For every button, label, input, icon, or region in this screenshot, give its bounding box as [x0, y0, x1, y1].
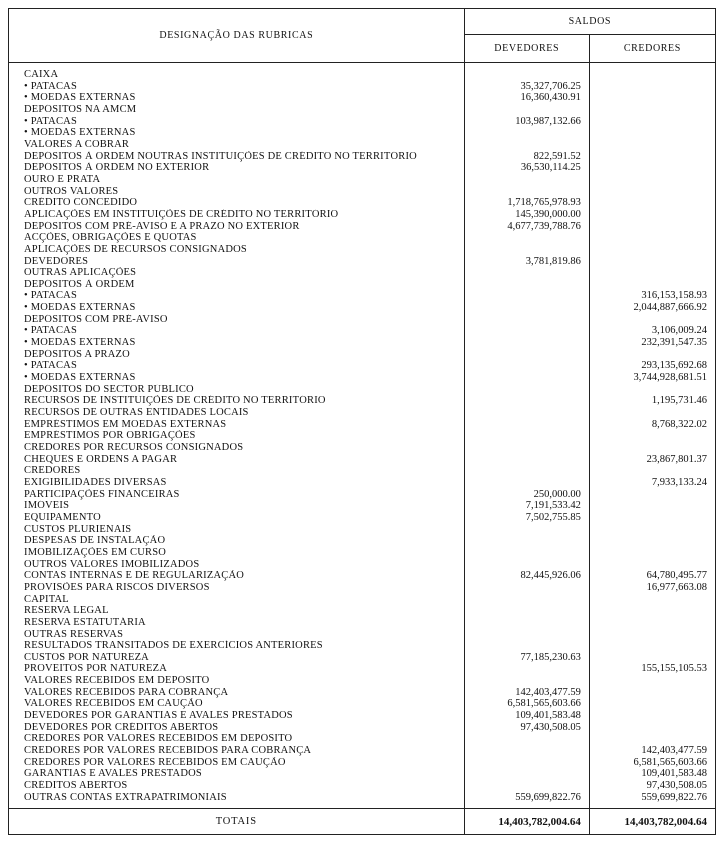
row-devedores — [464, 349, 589, 361]
row-devedores — [464, 302, 589, 314]
row-credores: 316,153,158.93 — [589, 290, 715, 302]
balance-sheet — [8, 8, 716, 840]
row-devedores — [464, 407, 589, 419]
row-label: RESULTADOS TRANSITADOS DE EXERCÍCIOS ANTERIORES — [9, 640, 465, 652]
row-devedores — [464, 232, 589, 244]
row-label: OURO E PRATA — [9, 174, 465, 186]
totals-label: TOTAIS — [9, 809, 465, 835]
row-label: OUTRAS CONTAS EXTRAPATRIMONIAIS — [9, 792, 465, 809]
table-row — [9, 757, 716, 769]
row-label: IMÓVEIS — [9, 500, 465, 512]
row-label: CREDORES — [9, 465, 465, 477]
table-row — [9, 430, 716, 442]
row-credores — [589, 698, 715, 710]
row-label: DEVEDORES POR GARANTIAS E AVALES PRESTADOS — [9, 710, 465, 722]
row-label: DESPESAS DE INSTALAÇÃO — [9, 535, 465, 547]
totals-devedores: 14,403,782,004.64 — [464, 809, 589, 835]
row-label: • MOEDAS EXTERNAS — [9, 372, 465, 384]
table-row — [9, 81, 716, 93]
row-label: RECURSOS DE OUTRAS ENTIDADES LOCAIS — [9, 407, 465, 419]
row-devedores: 103,987,132.66 — [464, 116, 589, 128]
devedores-header: DEVEDORES — [464, 35, 589, 63]
row-devedores — [464, 337, 589, 349]
table-row — [9, 535, 716, 547]
table-row — [9, 325, 716, 337]
row-label: DEVEDORES — [9, 256, 465, 268]
table-row — [9, 314, 716, 326]
row-label: OUTRAS APLICAÇÕES — [9, 267, 465, 279]
table-row — [9, 221, 716, 233]
row-devedores — [464, 524, 589, 536]
row-credores — [589, 174, 715, 186]
row-label: VALORES RECEBIDOS EM CAUÇÃO — [9, 698, 465, 710]
row-label: EMPRÉSTIMOS EM MOEDAS EXTERNAS — [9, 419, 465, 431]
row-credores — [589, 244, 715, 256]
row-credores — [589, 221, 715, 233]
row-credores — [589, 559, 715, 571]
row-devedores — [464, 395, 589, 407]
row-credores — [589, 197, 715, 209]
row-devedores: 4,677,739,788.76 — [464, 221, 589, 233]
rubricas-body — [9, 63, 716, 809]
row-credores — [589, 675, 715, 687]
row-credores: 16,977,663.08 — [589, 582, 715, 594]
row-devedores: 142,403,477.59 — [464, 687, 589, 699]
row-devedores: 3,781,819.86 — [464, 256, 589, 268]
row-label: DEPÓSITOS A PRAZO — [9, 349, 465, 361]
row-credores — [589, 605, 715, 617]
row-devedores — [464, 104, 589, 116]
row-devedores — [464, 372, 589, 384]
row-devedores — [464, 675, 589, 687]
row-credores: 155,155,105.53 — [589, 663, 715, 675]
row-devedores: 77,185,230.63 — [464, 652, 589, 664]
row-credores: 142,403,477.59 — [589, 745, 715, 757]
row-devedores — [464, 314, 589, 326]
table-row — [9, 687, 716, 699]
row-label: OUTRAS RESERVAS — [9, 629, 465, 641]
table-row — [9, 500, 716, 512]
row-devedores — [464, 757, 589, 769]
row-credores — [589, 722, 715, 734]
row-label: VALORES RECEBIDOS PARA COBRANÇA — [9, 687, 465, 699]
row-label: • PATACAS — [9, 116, 465, 128]
row-credores — [589, 92, 715, 104]
row-label: CRÉDITOS ABERTOS — [9, 780, 465, 792]
row-devedores: 82,445,926.06 — [464, 570, 589, 582]
row-credores: 232,391,547.35 — [589, 337, 715, 349]
table-row — [9, 372, 716, 384]
row-label: • PATACAS — [9, 325, 465, 337]
row-label: PROVEITOS POR NATUREZA — [9, 663, 465, 675]
row-label: RESERVA LEGAL — [9, 605, 465, 617]
row-credores — [589, 104, 715, 116]
row-devedores — [464, 174, 589, 186]
row-label: EMPRÉSTIMOS POR OBRIGAÇÕES — [9, 430, 465, 442]
table-row — [9, 279, 716, 291]
row-credores: 23,867,801.37 — [589, 454, 715, 466]
row-credores: 3,106,009.24 — [589, 325, 715, 337]
row-label: DEPÓSITOS DO SECTOR PÚBLICO — [9, 384, 465, 396]
row-devedores — [464, 547, 589, 559]
row-devedores: 145,390,000.00 — [464, 209, 589, 221]
row-devedores — [464, 594, 589, 606]
table-row — [9, 104, 716, 116]
row-devedores — [464, 186, 589, 198]
row-devedores — [464, 267, 589, 279]
table-row — [9, 629, 716, 641]
row-devedores — [464, 454, 589, 466]
row-devedores — [464, 535, 589, 547]
row-credores — [589, 442, 715, 454]
designation-header: DESIGNAÇÃO DAS RUBRICAS — [9, 9, 465, 63]
row-label: CREDORES POR VALORES RECEBIDOS PARA COBRANÇA — [9, 745, 465, 757]
row-credores — [589, 489, 715, 501]
row-devedores — [464, 384, 589, 396]
table-row — [9, 174, 716, 186]
row-devedores: 559,699,822.76 — [464, 792, 589, 809]
row-credores — [589, 267, 715, 279]
table-row — [9, 151, 716, 163]
row-devedores — [464, 290, 589, 302]
table-row — [9, 92, 716, 104]
row-devedores — [464, 780, 589, 792]
row-devedores — [464, 430, 589, 442]
row-label: • PATACAS — [9, 81, 465, 93]
row-credores — [589, 547, 715, 559]
row-devedores — [464, 559, 589, 571]
table-row — [9, 698, 716, 710]
row-label: CREDORES POR VALORES RECEBIDOS EM DEPÓSITO — [9, 733, 465, 745]
table-row — [9, 477, 716, 489]
table-row — [9, 663, 716, 675]
row-label: CUSTOS POR NATUREZA — [9, 652, 465, 664]
row-credores: 8,768,322.02 — [589, 419, 715, 431]
row-credores — [589, 116, 715, 128]
row-devedores: 36,530,114.25 — [464, 162, 589, 174]
row-devedores — [464, 139, 589, 151]
row-credores — [589, 500, 715, 512]
table-row — [9, 127, 716, 139]
row-label: EXIGIBILIDADES DIVERSAS — [9, 477, 465, 489]
row-label: CREDORES POR VALORES RECEBIDOS EM CAUÇÃO — [9, 757, 465, 769]
row-label: • PATACAS — [9, 360, 465, 372]
table-row — [9, 547, 716, 559]
row-label: • MOEDAS EXTERNAS — [9, 337, 465, 349]
table-row — [9, 675, 716, 687]
table-row — [9, 232, 716, 244]
row-devedores: 109,401,583.48 — [464, 710, 589, 722]
row-credores — [589, 407, 715, 419]
row-label: • MOEDAS EXTERNAS — [9, 302, 465, 314]
row-credores — [589, 139, 715, 151]
row-credores — [589, 209, 715, 221]
row-label: CUSTOS PLURIENAIS — [9, 524, 465, 536]
row-label: CAPITAL — [9, 594, 465, 606]
table-row — [9, 722, 716, 734]
row-credores — [589, 63, 715, 81]
row-label: IMOBILIZAÇÕES EM CURSO — [9, 547, 465, 559]
row-credores: 6,581,565,603.66 — [589, 757, 715, 769]
row-credores — [589, 232, 715, 244]
row-devedores: 7,191,533.42 — [464, 500, 589, 512]
row-credores: 559,699,822.76 — [589, 792, 715, 809]
row-devedores — [464, 477, 589, 489]
table-row — [9, 512, 716, 524]
row-credores — [589, 617, 715, 629]
row-label: RESERVA ESTATUTÁRIA — [9, 617, 465, 629]
row-devedores — [464, 419, 589, 431]
row-credores: 293,135,692.68 — [589, 360, 715, 372]
table-row — [9, 116, 716, 128]
row-devedores: 250,000.00 — [464, 489, 589, 501]
row-devedores: 822,591.52 — [464, 151, 589, 163]
table-row — [9, 489, 716, 501]
table-row — [9, 617, 716, 629]
row-devedores — [464, 663, 589, 675]
row-credores: 7,933,133.24 — [589, 477, 715, 489]
row-credores — [589, 127, 715, 139]
table-row — [9, 605, 716, 617]
row-label: PARTICIPAÇÕES FINANCEIRAS — [9, 489, 465, 501]
table-row — [9, 63, 716, 81]
row-devedores — [464, 745, 589, 757]
row-credores — [589, 81, 715, 93]
table-row — [9, 559, 716, 571]
row-devedores — [464, 465, 589, 477]
table-row — [9, 780, 716, 792]
table-row — [9, 582, 716, 594]
row-credores — [589, 279, 715, 291]
credores-header: CREDORES — [589, 35, 715, 63]
row-credores — [589, 629, 715, 641]
row-credores — [589, 384, 715, 396]
row-devedores: 35,327,706.25 — [464, 81, 589, 93]
table-row — [9, 594, 716, 606]
row-credores: 109,401,583.48 — [589, 768, 715, 780]
row-credores: 3,744,928,681.51 — [589, 372, 715, 384]
row-credores — [589, 151, 715, 163]
table-row — [9, 465, 716, 477]
table-row — [9, 162, 716, 174]
row-credores — [589, 349, 715, 361]
totals-row — [9, 809, 716, 835]
row-devedores — [464, 733, 589, 745]
row-devedores — [464, 127, 589, 139]
row-label: • MOEDAS EXTERNAS — [9, 92, 465, 104]
table-row — [9, 524, 716, 536]
row-devedores — [464, 279, 589, 291]
table-row — [9, 407, 716, 419]
table-row — [9, 209, 716, 221]
row-devedores — [464, 605, 589, 617]
table-row — [9, 290, 716, 302]
row-label: VALORES A COBRAR — [9, 139, 465, 151]
row-label: OUTROS VALORES — [9, 186, 465, 198]
table-row — [9, 570, 716, 582]
row-credores — [589, 256, 715, 268]
row-devedores — [464, 617, 589, 629]
row-devedores — [464, 244, 589, 256]
row-devedores: 16,360,430.91 — [464, 92, 589, 104]
row-devedores — [464, 768, 589, 780]
table-row — [9, 733, 716, 745]
row-credores — [589, 524, 715, 536]
row-label: CONTAS INTERNAS E DE REGULARIZAÇÃO — [9, 570, 465, 582]
row-label: CRÉDITO CONCEDIDO — [9, 197, 465, 209]
row-devedores — [464, 629, 589, 641]
row-devedores — [464, 582, 589, 594]
row-label: GARANTIAS E AVALES PRESTADOS — [9, 768, 465, 780]
row-credores — [589, 652, 715, 664]
row-credores — [589, 535, 715, 547]
row-label: APLICAÇÕES EM INSTITUIÇÕES DE CRÉDITO NO TERRITÓRIO — [9, 209, 465, 221]
table-row — [9, 197, 716, 209]
table-row — [9, 267, 716, 279]
table-row — [9, 768, 716, 780]
row-credores — [589, 430, 715, 442]
row-devedores: 6,581,565,603.66 — [464, 698, 589, 710]
row-devedores — [464, 63, 589, 81]
row-label: OUTROS VALORES IMOBILIZADOS — [9, 559, 465, 571]
table-row — [9, 349, 716, 361]
row-devedores: 97,430,508.05 — [464, 722, 589, 734]
row-devedores — [464, 325, 589, 337]
row-credores: 97,430,508.05 — [589, 780, 715, 792]
table-row — [9, 640, 716, 652]
table-row — [9, 302, 716, 314]
row-credores — [589, 733, 715, 745]
table-row — [9, 454, 716, 466]
row-credores — [589, 186, 715, 198]
row-credores — [589, 162, 715, 174]
row-label: DEPÓSITOS À ORDEM — [9, 279, 465, 291]
row-label: CAIXA — [9, 63, 465, 81]
row-credores: 1,195,731.46 — [589, 395, 715, 407]
row-credores — [589, 512, 715, 524]
table-row — [9, 337, 716, 349]
row-label: APLICAÇÕES DE RECURSOS CONSIGNADOS — [9, 244, 465, 256]
saldos-header: SALDOS — [464, 9, 715, 35]
row-label: • MOEDAS EXTERNAS — [9, 127, 465, 139]
table-row — [9, 384, 716, 396]
row-label: PROVISÕES PARA RISCOS DIVERSOS — [9, 582, 465, 594]
row-label: DEVEDORES POR CRÉDITOS ABERTOS — [9, 722, 465, 734]
table-row — [9, 419, 716, 431]
row-label: ACÇÕES, OBRIGAÇÕES E QUOTAS — [9, 232, 465, 244]
row-devedores — [464, 360, 589, 372]
row-credores: 2,044,887,666.92 — [589, 302, 715, 314]
row-label: EQUIPAMENTO — [9, 512, 465, 524]
table-row — [9, 442, 716, 454]
row-label: CHEQUES E ORDENS A PAGAR — [9, 454, 465, 466]
table-row — [9, 792, 716, 809]
row-credores: 64,780,495.77 — [589, 570, 715, 582]
row-credores — [589, 687, 715, 699]
row-devedores: 7,502,755.85 — [464, 512, 589, 524]
table-row — [9, 139, 716, 151]
table-row — [9, 244, 716, 256]
row-label: DEPÓSITOS À ORDEM NO EXTERIOR — [9, 162, 465, 174]
row-label: RECURSOS DE INSTITUIÇÕES DE CRÉDITO NO TERRITÓRIO — [9, 395, 465, 407]
table-row — [9, 256, 716, 268]
row-credores — [589, 710, 715, 722]
table-row — [9, 395, 716, 407]
row-label: VALORES RECEBIDOS EM DEPÓSITO — [9, 675, 465, 687]
row-credores — [589, 314, 715, 326]
row-label: DEPÓSITOS COM PRÉ-AVISO E A PRAZO NO EXTERIOR — [9, 221, 465, 233]
table-row — [9, 745, 716, 757]
row-credores — [589, 640, 715, 652]
row-credores — [589, 594, 715, 606]
row-devedores: 1,718,765,978.93 — [464, 197, 589, 209]
row-devedores — [464, 442, 589, 454]
row-label: DEPÓSITOS À ORDEM NOUTRAS INSTITUIÇÕES DE CRÉDITO NO TERRITÓRIO — [9, 151, 465, 163]
row-label: • PATACAS — [9, 290, 465, 302]
totals-credores: 14,403,782,004.64 — [589, 809, 715, 835]
row-label: DEPÓSITOS NA AMCM — [9, 104, 465, 116]
row-label: DEPÓSITOS COM PRÉ-AVISO — [9, 314, 465, 326]
table-row — [9, 360, 716, 372]
row-credores — [589, 465, 715, 477]
balance-table — [8, 8, 716, 835]
row-devedores — [464, 640, 589, 652]
table-row — [9, 652, 716, 664]
table-row — [9, 710, 716, 722]
row-label: CREDORES POR RECURSOS CONSIGNADOS — [9, 442, 465, 454]
table-row — [9, 186, 716, 198]
